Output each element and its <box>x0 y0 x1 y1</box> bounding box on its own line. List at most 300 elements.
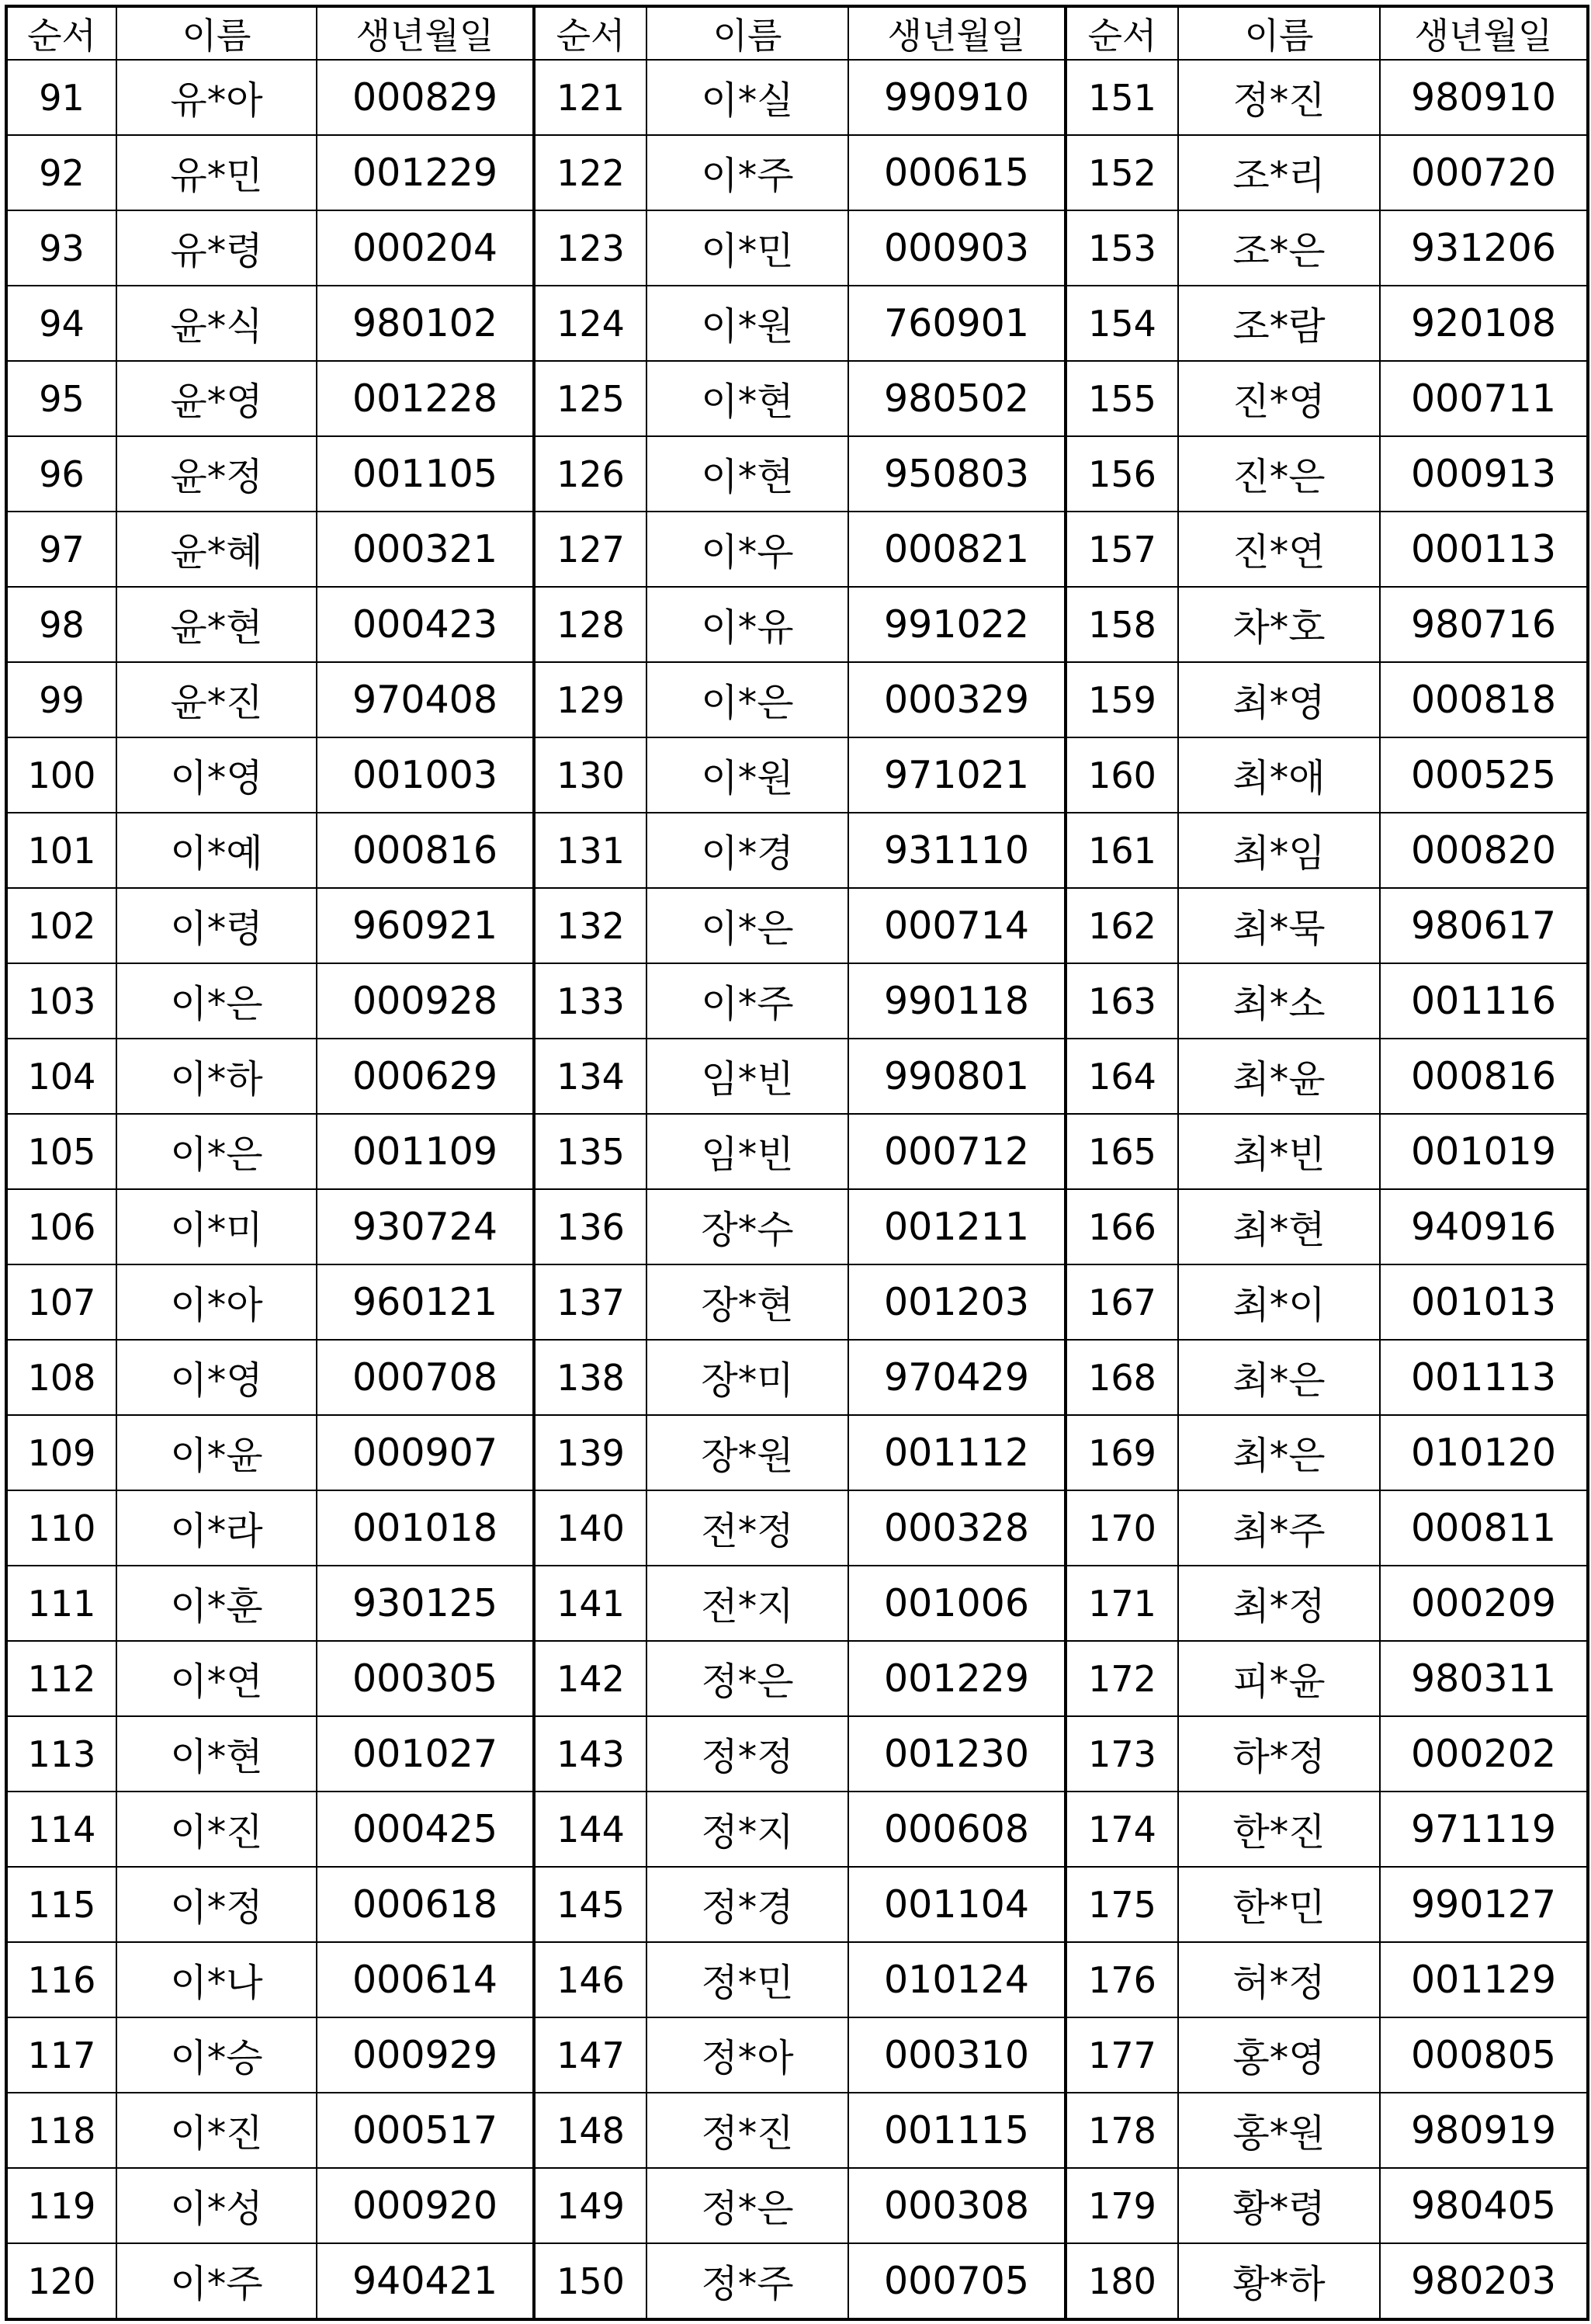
birthdate-cell: 990801 <box>848 1039 1066 1114</box>
birthdate-cell: 000204 <box>317 210 534 286</box>
table-row <box>6 2243 1588 2319</box>
seq-cell: 127 <box>534 512 646 587</box>
seq-cell: 107 <box>6 1264 116 1340</box>
birthdate-cell: 000202 <box>1380 1716 1588 1792</box>
seq-cell: 108 <box>6 1340 116 1415</box>
seq-cell: 160 <box>1066 737 1178 813</box>
name-cell: 윤*식 <box>116 286 317 361</box>
name-cell: 최*이 <box>1178 1264 1380 1340</box>
name-cell: 윤*영 <box>116 361 317 436</box>
birthdate-cell: 001112 <box>848 1415 1066 1490</box>
name-cell: 이*현 <box>646 361 848 436</box>
birthdate-cell: 991022 <box>848 587 1066 662</box>
name-cell: 이*은 <box>646 888 848 963</box>
table-row <box>6 662 1588 737</box>
birthdate-cell: 000608 <box>848 1792 1066 1867</box>
seq-cell: 150 <box>534 2243 646 2319</box>
seq-cell: 157 <box>1066 512 1178 587</box>
table-row <box>6 1264 1588 1340</box>
table-row <box>6 286 1588 361</box>
seq-cell: 125 <box>534 361 646 436</box>
birthdate-cell: 001203 <box>848 1264 1066 1340</box>
seq-cell: 94 <box>6 286 116 361</box>
table-row <box>6 1792 1588 1867</box>
birthdate-cell: 000714 <box>848 888 1066 963</box>
name-cell: 황*하 <box>1178 2243 1380 2319</box>
birthdate-cell: 000712 <box>848 1114 1066 1189</box>
birthdate-cell: 000829 <box>317 60 534 135</box>
birthdate-cell: 970429 <box>848 1340 1066 1415</box>
seq-cell: 171 <box>1066 1566 1178 1641</box>
seq-cell: 102 <box>6 888 116 963</box>
birthdate-cell: 000614 <box>317 1942 534 2017</box>
name-cell: 홍*영 <box>1178 2017 1380 2093</box>
birthdate-cell: 000525 <box>1380 737 1588 813</box>
name-cell: 최*현 <box>1178 1189 1380 1264</box>
table-row <box>6 436 1588 512</box>
birthdate-cell: 990910 <box>848 60 1066 135</box>
seq-cell: 134 <box>534 1039 646 1114</box>
seq-cell: 120 <box>6 2243 116 2319</box>
table-row <box>6 888 1588 963</box>
birthdate-cell: 000811 <box>1380 1490 1588 1566</box>
seq-cell: 168 <box>1066 1340 1178 1415</box>
seq-cell: 146 <box>534 1942 646 2017</box>
seq-cell: 174 <box>1066 1792 1178 1867</box>
name-cell: 임*빈 <box>646 1114 848 1189</box>
seq-cell: 178 <box>1066 2093 1178 2168</box>
birthdate-cell: 980502 <box>848 361 1066 436</box>
birthdate-cell: 980910 <box>1380 60 1588 135</box>
seq-cell: 169 <box>1066 1415 1178 1490</box>
name-cell: 정*진 <box>646 2093 848 2168</box>
name-cell: 정*은 <box>646 1641 848 1716</box>
birthdate-cell: 000928 <box>317 963 534 1039</box>
birthdate-cell: 000805 <box>1380 2017 1588 2093</box>
name-cell: 윤*진 <box>116 662 317 737</box>
birthdate-cell: 000425 <box>317 1792 534 1867</box>
seq-cell: 161 <box>1066 813 1178 888</box>
name-cell: 유*민 <box>116 135 317 210</box>
name-cell: 최*주 <box>1178 1490 1380 1566</box>
seq-cell: 131 <box>534 813 646 888</box>
birthdate-cell: 000821 <box>848 512 1066 587</box>
seq-cell: 154 <box>1066 286 1178 361</box>
birthdate-cell: 001211 <box>848 1189 1066 1264</box>
name-cell: 유*령 <box>116 210 317 286</box>
seq-cell: 175 <box>1066 1867 1178 1942</box>
name-cell: 조*람 <box>1178 286 1380 361</box>
col-birth-header: 생년월일 <box>848 6 1066 60</box>
birthdate-cell: 001230 <box>848 1716 1066 1792</box>
name-cell: 윤*현 <box>116 587 317 662</box>
col-birth-header: 생년월일 <box>1380 6 1588 60</box>
seq-cell: 165 <box>1066 1114 1178 1189</box>
table-row <box>6 813 1588 888</box>
seq-cell: 147 <box>534 2017 646 2093</box>
name-cell: 유*아 <box>116 60 317 135</box>
name-cell: 최*빈 <box>1178 1114 1380 1189</box>
birthdate-cell: 960921 <box>317 888 534 963</box>
birthdate-cell: 760901 <box>848 286 1066 361</box>
seq-cell: 101 <box>6 813 116 888</box>
birthdate-cell: 980102 <box>317 286 534 361</box>
name-cell: 이*주 <box>116 2243 317 2319</box>
birthdate-cell: 930125 <box>317 1566 534 1641</box>
name-cell: 정*아 <box>646 2017 848 2093</box>
birthdate-cell: 000705 <box>848 2243 1066 2319</box>
seq-cell: 156 <box>1066 436 1178 512</box>
seq-cell: 133 <box>534 963 646 1039</box>
name-cell: 윤*정 <box>116 436 317 512</box>
birthdate-cell: 000818 <box>1380 662 1588 737</box>
birthdate-cell: 000517 <box>317 2093 534 2168</box>
birthdate-cell: 990127 <box>1380 1867 1588 1942</box>
seq-cell: 142 <box>534 1641 646 1716</box>
name-cell: 한*민 <box>1178 1867 1380 1942</box>
seq-cell: 93 <box>6 210 116 286</box>
seq-cell: 152 <box>1066 135 1178 210</box>
name-cell: 이*진 <box>116 2093 317 2168</box>
seq-cell: 126 <box>534 436 646 512</box>
birthdate-cell: 001129 <box>1380 1942 1588 2017</box>
name-cell: 이*우 <box>646 512 848 587</box>
table-row <box>6 1641 1588 1716</box>
name-cell: 이*미 <box>116 1189 317 1264</box>
birthdate-cell: 001105 <box>317 436 534 512</box>
name-cell: 최*임 <box>1178 813 1380 888</box>
birthdate-cell: 931206 <box>1380 210 1588 286</box>
seq-cell: 92 <box>6 135 116 210</box>
name-cell: 윤*혜 <box>116 512 317 587</box>
birthdate-cell: 971119 <box>1380 1792 1588 1867</box>
birthdate-cell: 930724 <box>317 1189 534 1264</box>
table-row <box>6 2017 1588 2093</box>
seq-cell: 138 <box>534 1340 646 1415</box>
table-row <box>6 1340 1588 1415</box>
birthdate-cell: 000321 <box>317 512 534 587</box>
birthdate-cell: 000720 <box>1380 135 1588 210</box>
name-cell: 조*은 <box>1178 210 1380 286</box>
seq-cell: 144 <box>534 1792 646 1867</box>
name-cell: 정*지 <box>646 1792 848 1867</box>
table-row <box>6 1114 1588 1189</box>
seq-cell: 128 <box>534 587 646 662</box>
name-cell: 최*소 <box>1178 963 1380 1039</box>
birthdate-cell: 010120 <box>1380 1415 1588 1490</box>
seq-cell: 166 <box>1066 1189 1178 1264</box>
birthdate-cell: 000711 <box>1380 361 1588 436</box>
name-cell: 이*영 <box>116 737 317 813</box>
name-cell: 이*연 <box>116 1641 317 1716</box>
name-cell: 이*현 <box>116 1716 317 1792</box>
birthdate-cell: 000209 <box>1380 1566 1588 1641</box>
seq-cell: 110 <box>6 1490 116 1566</box>
name-cell: 이*라 <box>116 1490 317 1566</box>
birthdate-cell: 970408 <box>317 662 534 737</box>
table-row <box>6 1415 1588 1490</box>
seq-cell: 95 <box>6 361 116 436</box>
seq-cell: 115 <box>6 1867 116 1942</box>
roster-table <box>5 5 1589 2321</box>
seq-cell: 96 <box>6 436 116 512</box>
name-cell: 하*정 <box>1178 1716 1380 1792</box>
birthdate-cell: 980203 <box>1380 2243 1588 2319</box>
birthdate-cell: 000708 <box>317 1340 534 1415</box>
birthdate-cell: 001116 <box>1380 963 1588 1039</box>
birthdate-cell: 001013 <box>1380 1264 1588 1340</box>
birthdate-cell: 001113 <box>1380 1340 1588 1415</box>
seq-cell: 121 <box>534 60 646 135</box>
table-row <box>6 210 1588 286</box>
name-cell: 최*묵 <box>1178 888 1380 963</box>
name-cell: 허*정 <box>1178 1942 1380 2017</box>
birthdate-cell: 000929 <box>317 2017 534 2093</box>
birthdate-cell: 940421 <box>317 2243 534 2319</box>
seq-cell: 132 <box>534 888 646 963</box>
birthdate-cell: 001018 <box>317 1490 534 1566</box>
seq-cell: 116 <box>6 1942 116 2017</box>
name-cell: 진*연 <box>1178 512 1380 587</box>
table-row <box>6 60 1588 135</box>
name-cell: 이*성 <box>116 2168 317 2243</box>
seq-cell: 113 <box>6 1716 116 1792</box>
seq-cell: 114 <box>6 1792 116 1867</box>
birthdate-cell: 960121 <box>317 1264 534 1340</box>
name-cell: 장*수 <box>646 1189 848 1264</box>
seq-cell: 106 <box>6 1189 116 1264</box>
birthdate-cell: 940916 <box>1380 1189 1588 1264</box>
table-row <box>6 1716 1588 1792</box>
name-cell: 장*현 <box>646 1264 848 1340</box>
table-row <box>6 361 1588 436</box>
seq-cell: 155 <box>1066 361 1178 436</box>
table-body <box>6 60 1588 2319</box>
birthdate-cell: 001229 <box>317 135 534 210</box>
birthdate-cell: 990118 <box>848 963 1066 1039</box>
birthdate-cell: 931110 <box>848 813 1066 888</box>
birthdate-cell: 980919 <box>1380 2093 1588 2168</box>
seq-cell: 135 <box>534 1114 646 1189</box>
table-row <box>6 2168 1588 2243</box>
table-row <box>6 1566 1588 1641</box>
seq-cell: 98 <box>6 587 116 662</box>
name-cell: 임*빈 <box>646 1039 848 1114</box>
birthdate-cell: 000310 <box>848 2017 1066 2093</box>
seq-cell: 153 <box>1066 210 1178 286</box>
col-seq-header: 순서 <box>534 6 646 60</box>
name-cell: 황*령 <box>1178 2168 1380 2243</box>
name-cell: 최*은 <box>1178 1415 1380 1490</box>
table-row <box>6 1490 1588 1566</box>
name-cell: 홍*원 <box>1178 2093 1380 2168</box>
birthdate-cell: 001019 <box>1380 1114 1588 1189</box>
table-row <box>6 1942 1588 2017</box>
birthdate-cell: 980405 <box>1380 2168 1588 2243</box>
name-cell: 이*령 <box>116 888 317 963</box>
seq-cell: 148 <box>534 2093 646 2168</box>
birthdate-cell: 000618 <box>317 1867 534 1942</box>
name-cell: 이*은 <box>646 662 848 737</box>
table-row <box>6 135 1588 210</box>
seq-cell: 145 <box>534 1867 646 1942</box>
seq-cell: 162 <box>1066 888 1178 963</box>
birthdate-cell: 001027 <box>317 1716 534 1792</box>
name-cell: 이*은 <box>116 963 317 1039</box>
table-row <box>6 963 1588 1039</box>
seq-cell: 176 <box>1066 1942 1178 2017</box>
table-row <box>6 2093 1588 2168</box>
seq-cell: 170 <box>1066 1490 1178 1566</box>
birthdate-cell: 000308 <box>848 2168 1066 2243</box>
name-cell: 진*은 <box>1178 436 1380 512</box>
birthdate-cell: 001228 <box>317 361 534 436</box>
seq-cell: 163 <box>1066 963 1178 1039</box>
seq-cell: 109 <box>6 1415 116 1490</box>
col-name-header: 이름 <box>116 6 317 60</box>
seq-cell: 136 <box>534 1189 646 1264</box>
seq-cell: 151 <box>1066 60 1178 135</box>
table-row <box>6 1867 1588 1942</box>
name-cell: 정*정 <box>646 1716 848 1792</box>
name-cell: 최*영 <box>1178 662 1380 737</box>
name-cell: 이*아 <box>116 1264 317 1340</box>
name-cell: 이*현 <box>646 436 848 512</box>
birthdate-cell: 000329 <box>848 662 1066 737</box>
table-row <box>6 737 1588 813</box>
header-row <box>6 6 1588 60</box>
name-cell: 피*윤 <box>1178 1641 1380 1716</box>
name-cell: 한*진 <box>1178 1792 1380 1867</box>
birthdate-cell: 000629 <box>317 1039 534 1114</box>
name-cell: 이*훈 <box>116 1566 317 1641</box>
birthdate-cell: 000615 <box>848 135 1066 210</box>
name-cell: 전*정 <box>646 1490 848 1566</box>
seq-cell: 122 <box>534 135 646 210</box>
birthdate-cell: 980617 <box>1380 888 1588 963</box>
seq-cell: 105 <box>6 1114 116 1189</box>
name-cell: 장*미 <box>646 1340 848 1415</box>
col-seq-header: 순서 <box>6 6 116 60</box>
col-name-header: 이름 <box>1178 6 1380 60</box>
name-cell: 정*민 <box>646 1942 848 2017</box>
name-cell: 정*경 <box>646 1867 848 1942</box>
name-cell: 이*하 <box>116 1039 317 1114</box>
seq-cell: 173 <box>1066 1716 1178 1792</box>
name-cell: 이*실 <box>646 60 848 135</box>
seq-cell: 164 <box>1066 1039 1178 1114</box>
name-cell: 조*리 <box>1178 135 1380 210</box>
name-cell: 이*은 <box>116 1114 317 1189</box>
name-cell: 이*예 <box>116 813 317 888</box>
name-cell: 이*유 <box>646 587 848 662</box>
birthdate-cell: 001109 <box>317 1114 534 1189</box>
name-cell: 이*윤 <box>116 1415 317 1490</box>
seq-cell: 143 <box>534 1716 646 1792</box>
seq-cell: 117 <box>6 2017 116 2093</box>
birthdate-cell: 000113 <box>1380 512 1588 587</box>
seq-cell: 158 <box>1066 587 1178 662</box>
birthdate-cell: 920108 <box>1380 286 1588 361</box>
name-cell: 이*원 <box>646 286 848 361</box>
seq-cell: 149 <box>534 2168 646 2243</box>
seq-cell: 177 <box>1066 2017 1178 2093</box>
seq-cell: 118 <box>6 2093 116 2168</box>
name-cell: 이*정 <box>116 1867 317 1942</box>
table-row <box>6 1039 1588 1114</box>
seq-cell: 130 <box>534 737 646 813</box>
name-cell: 정*은 <box>646 2168 848 2243</box>
seq-cell: 100 <box>6 737 116 813</box>
birthdate-cell: 000816 <box>1380 1039 1588 1114</box>
seq-cell: 112 <box>6 1641 116 1716</box>
seq-cell: 99 <box>6 662 116 737</box>
name-cell: 이*민 <box>646 210 848 286</box>
seq-cell: 119 <box>6 2168 116 2243</box>
seq-cell: 180 <box>1066 2243 1178 2319</box>
name-cell: 이*원 <box>646 737 848 813</box>
seq-cell: 129 <box>534 662 646 737</box>
name-cell: 이*나 <box>116 1942 317 2017</box>
seq-cell: 140 <box>534 1490 646 1566</box>
name-cell: 장*원 <box>646 1415 848 1490</box>
birthdate-cell: 000913 <box>1380 436 1588 512</box>
birthdate-cell: 010124 <box>848 1942 1066 2017</box>
seq-cell: 111 <box>6 1566 116 1641</box>
seq-cell: 159 <box>1066 662 1178 737</box>
name-cell: 이*주 <box>646 135 848 210</box>
name-cell: 이*승 <box>116 2017 317 2093</box>
birthdate-cell: 001115 <box>848 2093 1066 2168</box>
name-cell: 전*지 <box>646 1566 848 1641</box>
col-name-header: 이름 <box>646 6 848 60</box>
birthdate-cell: 001003 <box>317 737 534 813</box>
birthdate-cell: 000816 <box>317 813 534 888</box>
table-row <box>6 512 1588 587</box>
seq-cell: 137 <box>534 1264 646 1340</box>
name-cell: 최*정 <box>1178 1566 1380 1641</box>
name-cell: 이*영 <box>116 1340 317 1415</box>
birthdate-cell: 000820 <box>1380 813 1588 888</box>
name-cell: 정*진 <box>1178 60 1380 135</box>
birthdate-cell: 971021 <box>848 737 1066 813</box>
seq-cell: 104 <box>6 1039 116 1114</box>
name-cell: 진*영 <box>1178 361 1380 436</box>
birthdate-cell: 000305 <box>317 1641 534 1716</box>
table-row <box>6 1189 1588 1264</box>
birthdate-cell: 000920 <box>317 2168 534 2243</box>
birthdate-cell: 980716 <box>1380 587 1588 662</box>
name-cell: 최*애 <box>1178 737 1380 813</box>
name-cell: 최*은 <box>1178 1340 1380 1415</box>
name-cell: 최*윤 <box>1178 1039 1380 1114</box>
table-row <box>6 587 1588 662</box>
birthdate-cell: 000907 <box>317 1415 534 1490</box>
seq-cell: 179 <box>1066 2168 1178 2243</box>
seq-cell: 123 <box>534 210 646 286</box>
birthdate-cell: 980311 <box>1380 1641 1588 1716</box>
birthdate-cell: 000423 <box>317 587 534 662</box>
seq-cell: 124 <box>534 286 646 361</box>
birthdate-cell: 950803 <box>848 436 1066 512</box>
name-cell: 이*진 <box>116 1792 317 1867</box>
seq-cell: 97 <box>6 512 116 587</box>
birthdate-cell: 001229 <box>848 1641 1066 1716</box>
seq-cell: 141 <box>534 1566 646 1641</box>
name-cell: 이*경 <box>646 813 848 888</box>
birthdate-cell: 000903 <box>848 210 1066 286</box>
name-cell: 차*호 <box>1178 587 1380 662</box>
